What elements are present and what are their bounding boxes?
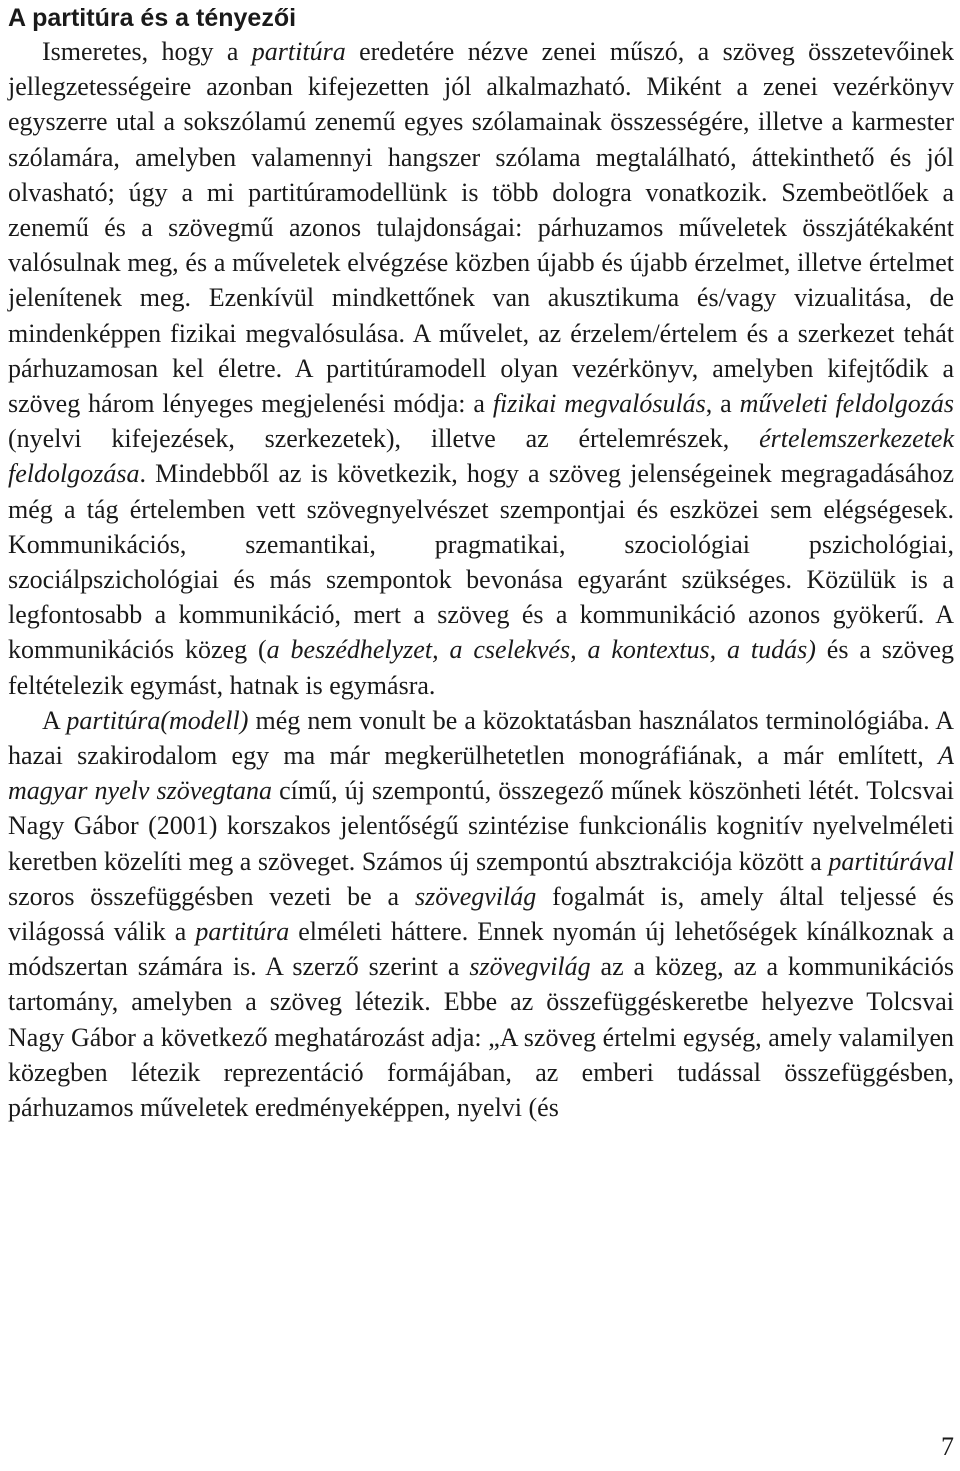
italic-text-span: a beszédhelyzet, a cselekvés, a kontextus, a tudás)	[266, 635, 816, 665]
italic-text-span: szövegvilág	[414, 881, 537, 911]
text-span: az a közeg, az a kommunikációs tartomány, amelyben a szöveg létezik. Ebbe az összefüggéskeretbe helyezve Tolcsvai Nagy Gábor a következő meghatározást adja: „A szöveg értelmi egység, amely valamilyen közegben létezik reprezentáció formájában, az emberi tudással összefüggésben, párhuzamos műveletek eredményeképpen, nyelvi (és	[8, 952, 954, 1123]
italic-text-span: partitúra	[195, 917, 290, 947]
text-span: és a szöveg feltételezik egymást, hatnak is egymásra.	[8, 635, 955, 700]
body-paragraph	[8, 703, 954, 1125]
text-span: (nyelvi kifejezések, szerkezetek), illetve az értelemrészek,	[8, 424, 760, 454]
text-span: . Mindebből az is következik, hogy a szöveg jelenségeinek megragadásához még a tág értelemben vett szövegnyelvészet szempontjai és eszközei sem elégségesek. Kommunikációs, szemantikai, pragmatikai, szociológiai pszichológiai, szociálpszichológiai és más szempontok bevonása egyaránt szükséges. Közülük is a legfontosabb a kommunikáció, mert a szöveg és a kommunikáció azonos gyökerű. A kommunikációs közeg (	[8, 459, 954, 665]
text-span: Ismeretes, hogy a	[42, 37, 252, 66]
italic-text-span: fizikai megvalósulás	[492, 389, 706, 419]
text-span: című, új szempontú, összegező műnek köszönheti létét. Tolcsvai Nagy Gábor (2001) korszakos jelentőségű szintézise funkcionális kognitív nyelvelméleti keretben közelíti meg a szöveget. Számos új szempontú absztrakciója között a	[8, 776, 954, 876]
italic-text-span: partitúra	[251, 37, 346, 66]
italic-text-span: A magyar nyelv szövegtana	[8, 741, 954, 806]
text-span: , a	[705, 389, 740, 419]
italic-text-span: partitúrával	[828, 846, 954, 876]
text-span: eredetére nézve zenei műszó, a szöveg összetevőinek jellegzetességeire azonban kifejezetten jól alkalmazható. Miként a zenei vezérkönyv egyszerre utal a sokszólamú zenemű egyes szólamainak összességére, illetve a karmester szólamára, amelyben valamennyi hangszer szólama megtalálható, áttekinthető és jól olvasható; úgy a mi partitúramodellünk is több dologra vonatkozik. Szembeötlőek a zenemű és a szövegmű azonos tulajdonságai: párhuzamos műveletek összjátékaként valósulnak meg, és a műveletek elvégzése közben újabb és újabb érzelmet, illetve értelmet jelenítenek meg. Ezenkívül mindkettőnek van akusztikuma és/vagy vizualitása, de mindenképpen fizikai megvalósulása. A művelet, az érzelem/értelem és a szerkezet tehát párhuzamosan kel életre. A partitúramodell olyan vezérkönyv, amelyben kifejtődik a szöveg három lényeges megjelenési módja: a	[8, 37, 954, 419]
text-span: fogalmát is, amely által teljessé és világossá válik a	[8, 881, 955, 947]
section-heading: A partitúra és a tényezői	[8, 4, 297, 32]
text-span: A	[42, 705, 67, 735]
italic-text-span: értelemszerkezetek feldolgozása	[8, 424, 954, 489]
italic-text-span: szövegvilág	[469, 952, 591, 982]
italic-text-span: partitúra(modell)	[66, 705, 249, 735]
body-paragraph	[8, 34, 954, 703]
text-span: elméleti háttere. Ennek nyomán új lehetőségek kínálkoznak a módszertan számára is. A szerző szerint a	[8, 917, 954, 982]
document-page	[8, 0, 954, 1125]
text-span: még nem vonult be a közoktatásban használatos terminológiába. A hazai szakirodalom egy ma már megkerülhetetlen monográfiának, a már említett,	[8, 705, 954, 771]
text-span: szoros összefüggésben vezeti be a	[8, 881, 415, 911]
italic-text-span: műveleti feldolgozás	[739, 389, 955, 419]
page-number: 7	[941, 1432, 954, 1461]
